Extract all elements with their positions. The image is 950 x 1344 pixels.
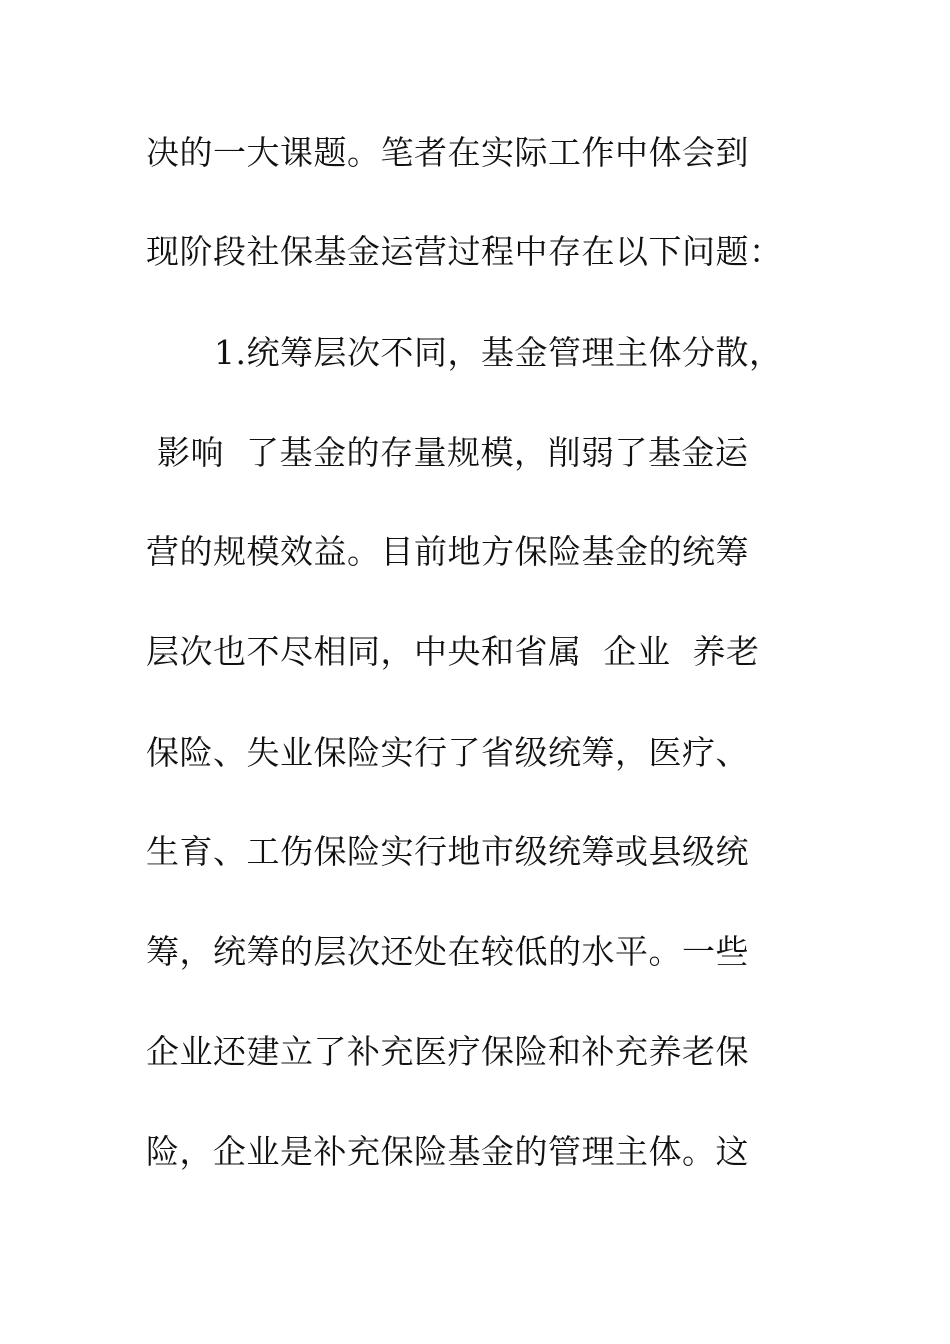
text-line: 影响 了基金的存量规模，削弱了基金运 (146, 433, 749, 472)
text-line: 生育、工伤保险实行地市级统筹或县级统 (146, 832, 749, 871)
text-line: 保险、失业保险实行了省级统筹，医疗、 (146, 733, 749, 772)
text-line: 决的一大课题。笔者在实际工作中体会到 (146, 133, 749, 172)
text-line: 筹，统筹的层次还处在较低的水平。一些 (146, 932, 749, 971)
text-line: 险，企业是补充保险基金的管理主体。这 (146, 1132, 749, 1171)
text-line: 1.统筹层次不同，基金管理主体分散， (214, 333, 783, 372)
text-line: 现阶段社保基金运营过程中存在以下问题： (146, 232, 783, 271)
text-line: 营的规模效益。目前地方保险基金的统筹 (146, 532, 749, 571)
text-line: 企业还建立了补充医疗保险和补充养老保 (146, 1032, 749, 1071)
text-line: 层次也不尽相同，中央和省属 企业 养老 (146, 632, 760, 671)
